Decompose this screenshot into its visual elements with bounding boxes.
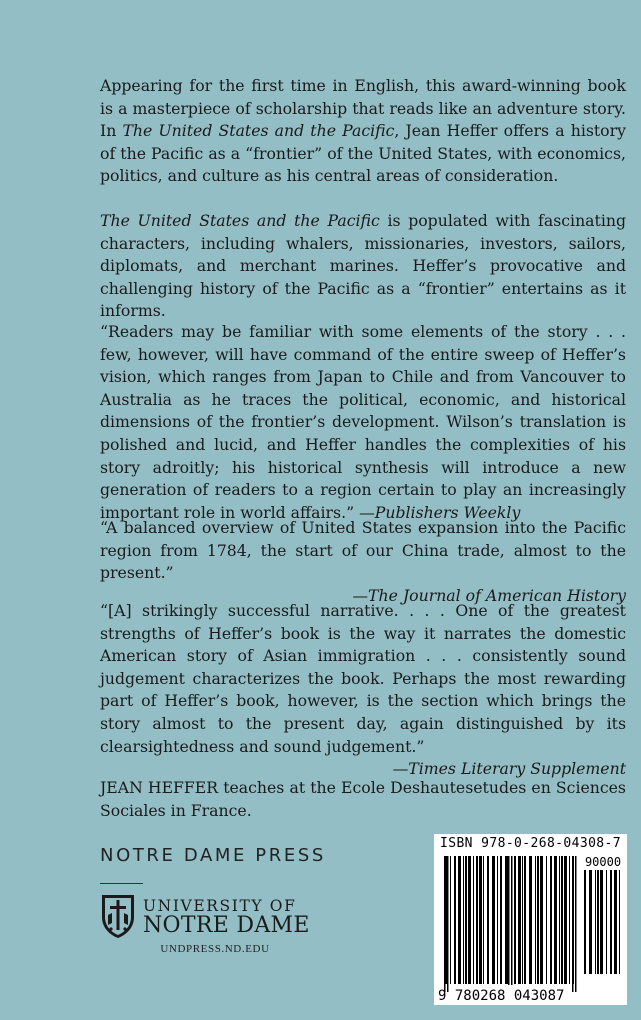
- barcode-bar: [522, 856, 523, 984]
- notre-dame-text: NOTRE DAME: [143, 913, 310, 938]
- price-code: 90000: [584, 855, 622, 869]
- barcode-bar: [500, 856, 502, 984]
- barcode-bar: [559, 856, 560, 984]
- isbn-barcode: [434, 834, 627, 1005]
- blurb-paragraph-2: [100, 210, 626, 323]
- author-bio: [100, 777, 626, 822]
- addon-bar: [619, 870, 620, 974]
- press-name: NOTRE DAME PRESS: [100, 845, 326, 866]
- barcode-guard-bar: [511, 856, 513, 992]
- barcode-bar: [546, 856, 547, 984]
- review-quote: “[A] strikingly successful narrative. . . . One of the greatest strengths of Heffer’s book is the way it narrates the domestic American story of Asian immigration . . . consistently sound judgement characterizes the book. Perhaps the most rewarding part of Heffer’s book, however, is the section which brings the story almost to the present day, again distinguished by its clearsightedness and sound judgement.”: [100, 601, 626, 756]
- press-divider: [100, 883, 143, 884]
- addon-bar: [589, 870, 592, 974]
- review-quote: “Readers may be familiar with some elements of the story . . . few, however, will have command of the entire sweep of Heffer’s vision, which ranges from Japan to Chile and from Vancouver to Australia as he traces the political, economic, and historical dimensions of the frontier’s development. Wilson’s translation is polished and lucid, and Heffer handles the complexities of his story adroitly; his historical synthesis will introduce a new generation of readers to a region certain to play an increasingly important role in world affairs.”: [100, 322, 626, 522]
- barcode-guard-bar: [508, 856, 510, 992]
- isbn-label: ISBN 978-0-268-04308-7: [440, 836, 621, 851]
- addon-bar: [614, 870, 617, 974]
- barcode-bar: [561, 856, 563, 984]
- addon-bar: [584, 870, 586, 974]
- addon-bar: [597, 870, 599, 974]
- barcode-bar: [458, 856, 461, 984]
- barcode-guard-bar: [575, 856, 577, 992]
- blurb-paragraph-1: [100, 75, 626, 188]
- barcode-bar: [524, 856, 526, 984]
- barcode-bar: [463, 856, 464, 984]
- barcode-bar: [454, 856, 456, 984]
- barcode-bar: [554, 856, 557, 984]
- review-source: —Times Literary Supplement: [392, 759, 626, 779]
- barcode-bar: [505, 856, 508, 984]
- barcode-bar: [540, 856, 543, 984]
- addon-bar: [606, 870, 607, 974]
- addon-bar: [600, 870, 603, 974]
- review-source: —The Journal of American History: [352, 585, 626, 605]
- notre-dame-shield-icon: [100, 893, 136, 939]
- book-title: The United States and the Pacific: [100, 211, 380, 230]
- barcode-bar: [468, 856, 471, 984]
- barcode-bar: [564, 856, 567, 984]
- barcode-bar: [537, 856, 539, 984]
- barcode-bar: [450, 856, 451, 984]
- barcode-bar: [550, 856, 552, 984]
- barcode-bar: [465, 856, 467, 984]
- ean-digits: 9 780268 043087: [438, 988, 565, 1004]
- barcode-graphic: [434, 834, 627, 1005]
- university-of-text: UNIVERSITY OF: [143, 897, 297, 915]
- barcode-guard-bar: [572, 856, 574, 992]
- university-logo: [100, 893, 330, 943]
- author-bio-text: JEAN HEFFER teaches at the Ecole Deshautesetudes en Sciences Sociales in France.: [100, 778, 626, 820]
- blurb-text: Appearing for the first time in English, this award-winning book is a masterpiece of scholarship that reads like an adventure story. In: [100, 76, 626, 141]
- addon-bar: [610, 870, 612, 974]
- addon-bar: [595, 870, 596, 974]
- barcode-bar: [479, 856, 482, 984]
- press-url: UNDPRESS.ND.EDU: [160, 943, 270, 955]
- barcode-bar: [473, 856, 474, 984]
- review-publishers-weekly: [100, 321, 626, 524]
- blurb-text: , Jean Heffer offers a history of the Pacific as a “frontier” of the United States, with economics, politics, and culture as his central areas of consideration.: [100, 121, 626, 186]
- blurb-text: is populated with fascinating characters, including whalers, missionaries, investors, sailors, diplomats, and merchant marines. Heffer’s provocative and challenging history of the Pacific as a “frontier” entertains as it informs.: [100, 211, 626, 321]
- review-journal-american-history: [100, 517, 626, 607]
- barcode-bar: [487, 856, 489, 984]
- review-quote: “A balanced overview of United States expansion into the Pacific region from 1784, the start of our China trade, almost to the present.”: [100, 518, 626, 583]
- barcode-bar: [529, 856, 532, 984]
- review-times-literary-supplement: [100, 600, 626, 781]
- barcode-bar: [569, 856, 570, 984]
- barcode-bar: [518, 856, 521, 984]
- barcode-bar: [514, 856, 516, 984]
- barcode-bar: [476, 856, 478, 984]
- barcode-bar: [535, 856, 536, 984]
- barcode-bar: [492, 856, 495, 984]
- book-title: The United States and the Pacific: [122, 121, 395, 141]
- review-source: —Publishers Weekly: [359, 502, 521, 522]
- barcode-bar: [483, 856, 484, 984]
- barcode-guard-bar: [447, 856, 449, 992]
- barcode-bar: [497, 856, 498, 984]
- barcode-guard-bar: [444, 856, 446, 992]
